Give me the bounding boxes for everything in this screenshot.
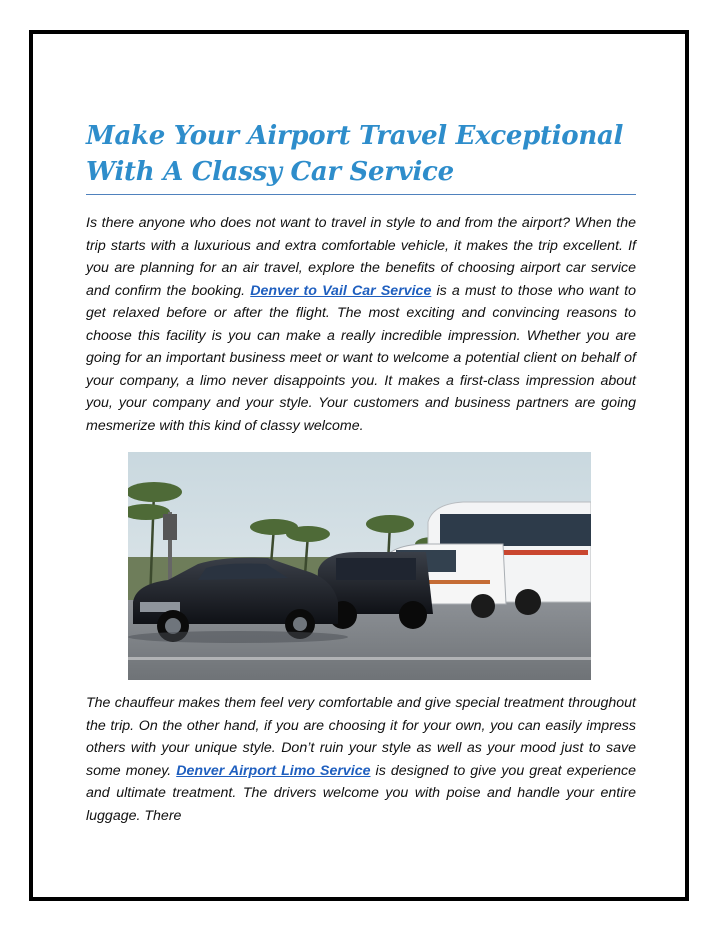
denver-to-vail-link[interactable]: Denver to Vail Car Service (250, 282, 432, 299)
chauffeur-paragraph (86, 692, 636, 827)
title-line-1: Make Your Airport Travel Exceptional (86, 121, 624, 151)
title-line-2: With A Classy Car Service (86, 157, 454, 187)
intro-paragraph (86, 212, 636, 437)
chauffeur-text-before-link: The chauffeur makes them feel very comfortable and give special treatment throughout the trip. On the other hand, if you are choosing it for your own, you can easily impress others with your unique style. Don’t ruin your style as well as your mood just to save some money. (86, 695, 636, 779)
intro-text-after-link: is a must to those who want to get relaxed before or after the flight. The most exciting and convincing reasons to choose this facility is you can make a really incredible impression. Whether you are going for an important business meet or want to welcome a potential client on behalf of your company, a limo never disappoints you. It makes a first-class impression about you, your company and your style. Your customers and business partners are going mesmerize with this kind of classy welcome. (86, 282, 636, 434)
intro-text-before-link: Is there anyone who does not want to travel in style to and from the airport? When the trip starts with a luxurious and extra comfortable vehicle, it makes the trip excellent. If you are planning for an air travel, explore the benefits of choosing airport car service and confirm the booking. (86, 215, 636, 299)
airport-vehicles-photo (128, 452, 591, 680)
chauffeur-text-after-link: is designed to give you great experience and ultimate treatment. The drivers welcome you with poise and handle your entire luggage. There (86, 762, 636, 824)
denver-airport-limo-link[interactable]: Denver Airport Limo Service (176, 762, 371, 779)
document-body (86, 118, 636, 827)
page-title (86, 118, 636, 190)
title-divider (86, 194, 636, 195)
